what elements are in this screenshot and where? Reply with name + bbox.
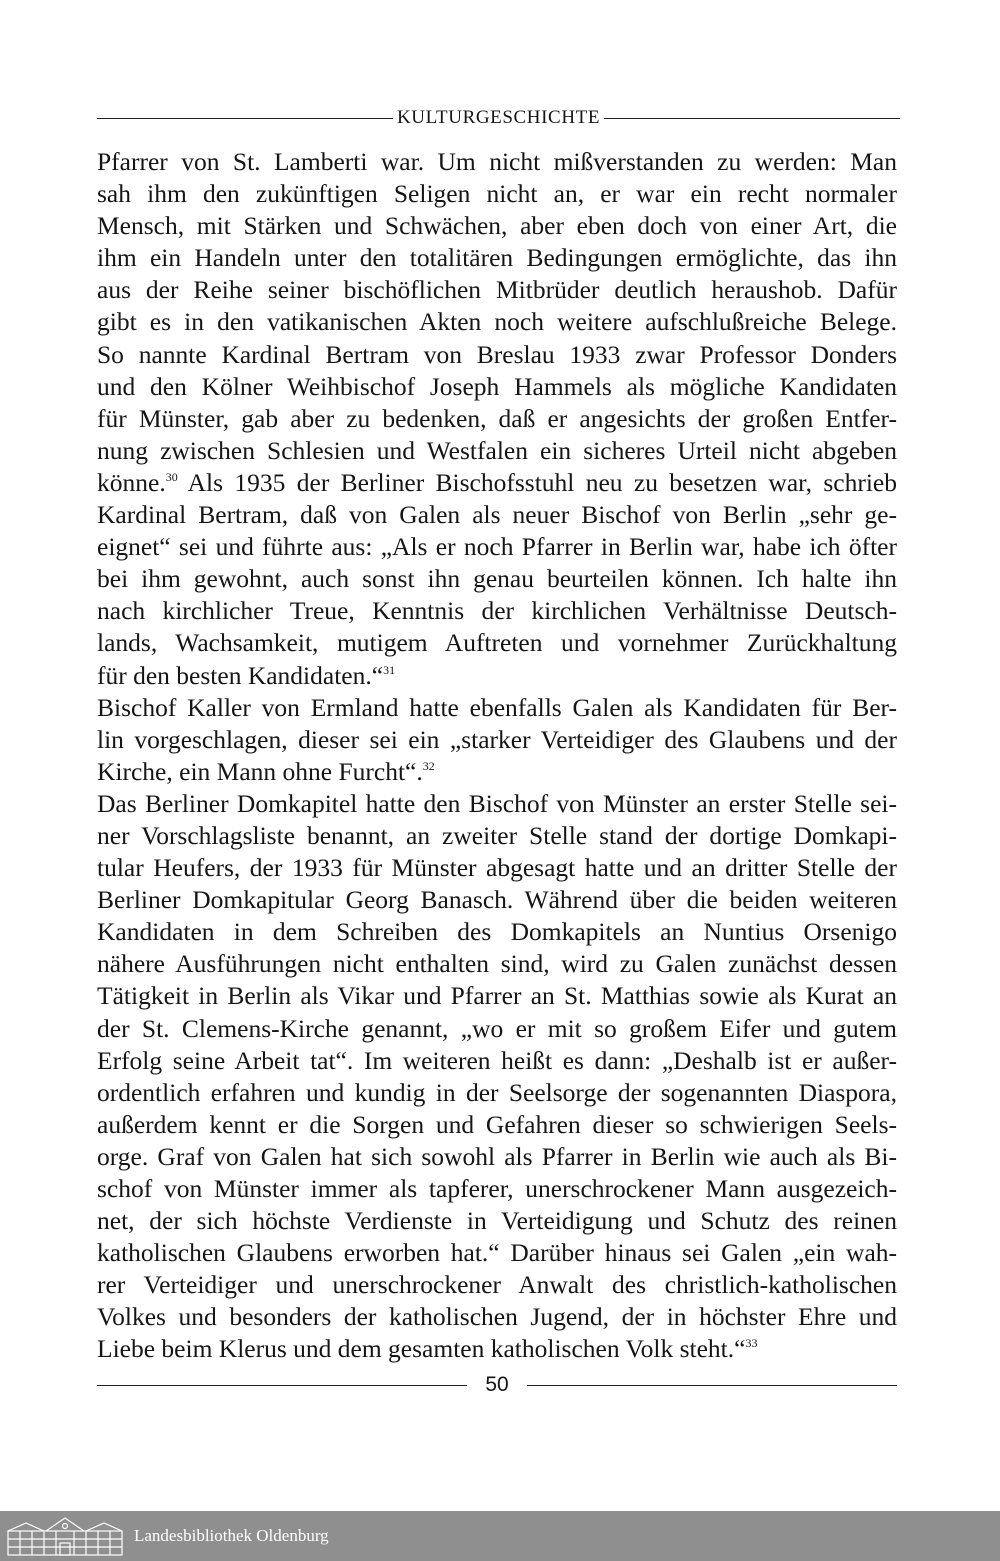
text-line [97,1333,897,1365]
line-text: könne. [97,467,166,497]
text-line: Volkes und besonders der katholischen Jugend, der in höchster Ehre und [97,1302,897,1332]
text-line [97,467,897,499]
text-line: tular Heufers, der 1933 für Münster abgesagt hatte und an dritter Stelle der [97,853,897,883]
text-line: katholischen Glaubens erworben hat.“ Darüber hinaus sei Galen „ein wah- [97,1238,897,1268]
body-text [97,146,897,1366]
text-line: orge. Graf von Galen hat sich sowohl als Pfarrer in Berlin wie auch als Bi- [97,1141,897,1171]
line-text: für den besten Kandidaten.“ [97,660,384,690]
text-line: eignet“ sei und führte aus: „Als er noch Pfarrer in Berlin war, habe ich öfter [97,532,897,562]
text-line: sah ihm den zukünftigen Seligen nicht an, er war ein recht normaler [97,179,897,209]
text-line: Pfarrer von St. Lamberti war. Um nicht mißverstanden zu werden: Man [97,147,897,176]
text-line: ordentlich erfahren und kundig in der Seelsorge der sogenannten Diaspora, [97,1077,897,1107]
text-line: gibt es in den vatikanischen Akten noch weitere aufschlußreiche Belege. [97,307,897,337]
text-line: net, der sich höchste Verdienste in Verteidigung und Schutz des reinen [97,1206,897,1236]
text-line: schof von Münster immer als tapferer, unerschrockener Mann ausgezeich- [97,1174,897,1203]
line-text-continued: Als 1935 der Berliner Bischofsstuhl neu zu besetzen war, schrieb [177,467,897,497]
footnote-marker: 30 [165,469,178,484]
footer-rule-right [527,1385,897,1386]
text-line: nach kirchlicher Treue, Kenntnis der kirchlichen Verhältnisse Deutsch- [97,596,897,626]
page-number: 50 [485,1373,509,1396]
text-line: der St. Clemens-Kirche genannt, „wo er mit so großem Eifer und gutem [97,1013,897,1043]
text-line: für Münster, gab aber zu bedenken, daß er angesichts der großen Entfer- [97,403,897,433]
footer-rule-left [97,1385,467,1386]
text-line: So nannte Kardinal Bertram von Breslau 1933 zwar Professor Donders [97,339,897,369]
footnote-marker: 33 [745,1336,758,1351]
library-label: Landesbibliothek Oldenburg [134,1526,329,1545]
library-bar [0,1511,1000,1561]
text-line: aus der Reihe seiner bischöflichen Mitbrüder deutlich heraushob. Dafür [97,275,897,305]
line-text: Liebe beim Klerus und dem gesamten katholischen Volk steht.“ [97,1334,746,1364]
text-line: Kardinal Bertram, daß von Galen als neuer Bischof von Berlin „sehr ge- [97,500,897,530]
line-text: Kirche, ein Mann ohne Furcht“. [97,756,423,786]
text-line: Erfolg seine Arbeit tat“. Im weiteren heißt es dann: „Deshalb ist er außer- [97,1045,897,1075]
footnote-marker: 31 [383,662,396,677]
running-head [97,103,900,133]
header-rule-left [97,118,393,119]
text-line: und den Kölner Weihbischof Joseph Hammels als mögliche Kandidaten [97,371,897,401]
text-line: bei ihm gewohnt, auch sonst ihn genau beurteilen können. Ich halte ihn [97,564,897,594]
text-line [97,660,897,692]
text-line: Das Berliner Domkapitel hatte den Bischof von Münster an erster Stelle sei- [97,788,897,818]
header-rule-right [604,118,900,119]
text-line: Bischof Kaller von Ermland hatte ebenfalls Galen als Kandidaten für Ber- [97,692,897,722]
text-line: lands, Wachsamkeit, mutigem Auftreten und vornehmer Zurückhaltung [97,628,897,658]
text-line: rer Verteidiger und unerschrockener Anwalt des christlich-katholischen [97,1270,897,1300]
text-line: nähere Ausführungen nicht enthalten sind, wird zu Galen zunächst dessen [97,949,897,979]
text-line: ihm ein Handeln unter den totalitären Bedingungen ermöglichte, das ihn [97,243,897,273]
page-footer [97,1370,897,1400]
text-line: Mensch, mit Stärken und Schwächen, aber eben doch von einer Art, die [97,211,897,241]
running-title: KULTURGESCHICHTE [396,107,601,128]
text-line: lin vorgeschlagen, dieser sei ein „starker Verteidiger des Glaubens und der [97,724,897,754]
text-line: ner Vorschlagsliste benannt, an zweiter Stelle stand der dortige Domkapi- [97,820,897,850]
text-line: Kandidaten in dem Schreiben des Domkapitels an Nuntius Orsenigo [97,917,897,947]
text-line: nung zwischen Schlesien und Westfalen ein sicheres Urteil nicht abgeben [97,435,897,465]
text-line: Berliner Domkapitular Georg Banasch. Während über die beiden weiteren [97,885,897,915]
text-line [97,756,897,788]
footnote-marker: 32 [422,758,435,773]
text-line: Tätigkeit in Berlin als Vikar und Pfarrer an St. Matthias sowie als Kurat an [97,981,897,1011]
library-building-icon [6,1515,124,1557]
text-line: außerdem kennt er die Sorgen und Gefahren dieser so schwierigen Seels- [97,1109,897,1139]
